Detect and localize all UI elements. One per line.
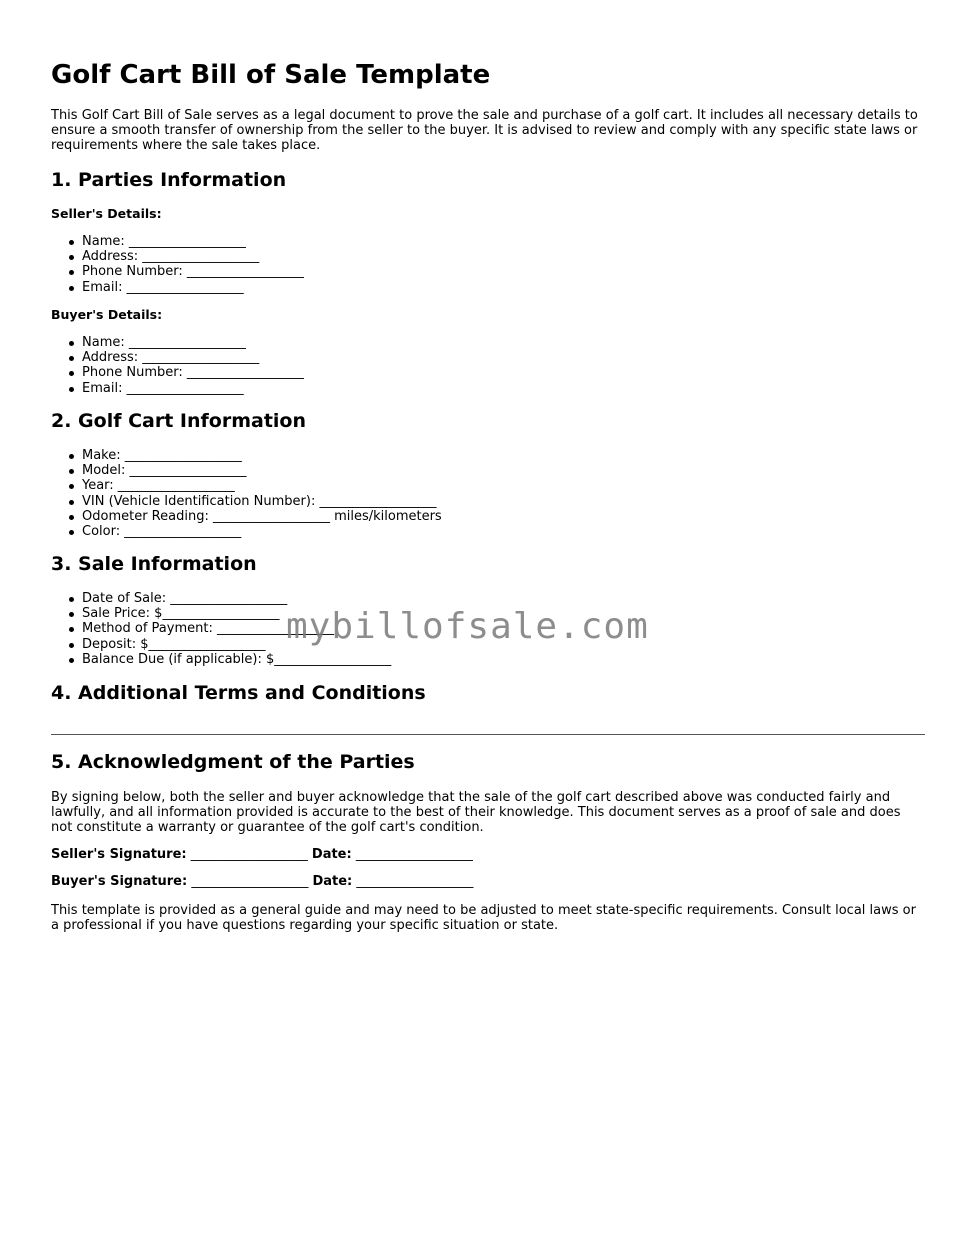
- list-item: Phone Number: __________________: [69, 264, 304, 279]
- list-item: Color: __________________: [69, 524, 442, 539]
- ack-paragraph: By signing below, both the seller and buyer acknowledge that the sale of the golf cart described above was conducted fairly and lawfully, and all information provided is accurate to the best of their knowledge. This document serves as a proof of sale and does not constitute a warranty or guarantee of the golf cart's condition.: [51, 790, 901, 835]
- list-item: Method of Payment: __________________: [69, 621, 391, 636]
- buyer-date-blank: __________________: [356, 874, 474, 889]
- parties-heading: 1. Parties Information: [51, 169, 287, 191]
- buyer-signature-line: [51, 874, 473, 889]
- footer-paragraph: This template is provided as a general guide and may need to be adjusted to meet state-specific requirements. Consult local laws or a professional if you have questions regarding your specific situation or state.: [51, 903, 916, 933]
- buyer-date-label: Date:: [312, 874, 353, 889]
- cart-info-list: [69, 448, 442, 539]
- list-item: Odometer Reading: __________________ miles/kilometers: [69, 509, 442, 524]
- list-item: Make: __________________: [69, 448, 442, 463]
- buyer-signature-blank: __________________: [191, 874, 309, 889]
- list-item: Name: __________________: [69, 335, 304, 350]
- buyer-details-label: Buyer's Details:: [51, 307, 163, 322]
- list-item: Year: __________________: [69, 478, 442, 493]
- seller-date-blank: __________________: [355, 847, 473, 862]
- sale-heading: 3. Sale Information: [51, 553, 257, 575]
- list-item: Email: __________________: [69, 280, 304, 295]
- list-item: Date of Sale: __________________: [69, 591, 391, 606]
- list-item: Sale Price: $__________________: [69, 606, 391, 621]
- list-item: Address: __________________: [69, 249, 304, 264]
- list-item: Email: __________________: [69, 381, 304, 396]
- buyer-signature-label: Buyer's Signature:: [51, 874, 188, 889]
- list-item: Model: __________________: [69, 463, 442, 478]
- seller-details-label: Seller's Details:: [51, 206, 162, 221]
- ack-heading: 5. Acknowledgment of the Parties: [51, 751, 415, 773]
- seller-details-list: [69, 234, 304, 295]
- cart-heading: 2. Golf Cart Information: [51, 410, 307, 432]
- terms-divider: [51, 734, 925, 735]
- list-item: Name: __________________: [69, 234, 304, 249]
- intro-paragraph: This Golf Cart Bill of Sale serves as a legal document to prove the sale and purchase of a golf cart. It includes all necessary details to ensure a smooth transfer of ownership from the seller to the buyer. It is advised to review and comply with any specific state laws or requirements where the sale takes place.: [51, 108, 918, 153]
- buyer-details-list: [69, 335, 304, 396]
- page-title: Golf Cart Bill of Sale Template: [51, 60, 491, 90]
- terms-heading: 4. Additional Terms and Conditions: [51, 682, 426, 704]
- list-item: VIN (Vehicle Identification Number): __________________: [69, 494, 442, 509]
- list-item: Balance Due (if applicable): $__________________: [69, 652, 391, 667]
- list-item: Deposit: $__________________: [69, 637, 391, 652]
- seller-signature-line: [51, 847, 473, 862]
- list-item: Address: __________________: [69, 350, 304, 365]
- seller-signature-blank: __________________: [190, 847, 308, 862]
- list-item: Phone Number: __________________: [69, 365, 304, 380]
- seller-date-label: Date:: [311, 847, 352, 862]
- watermark: mybillofsale.com: [286, 606, 649, 647]
- seller-signature-label: Seller's Signature:: [51, 847, 187, 862]
